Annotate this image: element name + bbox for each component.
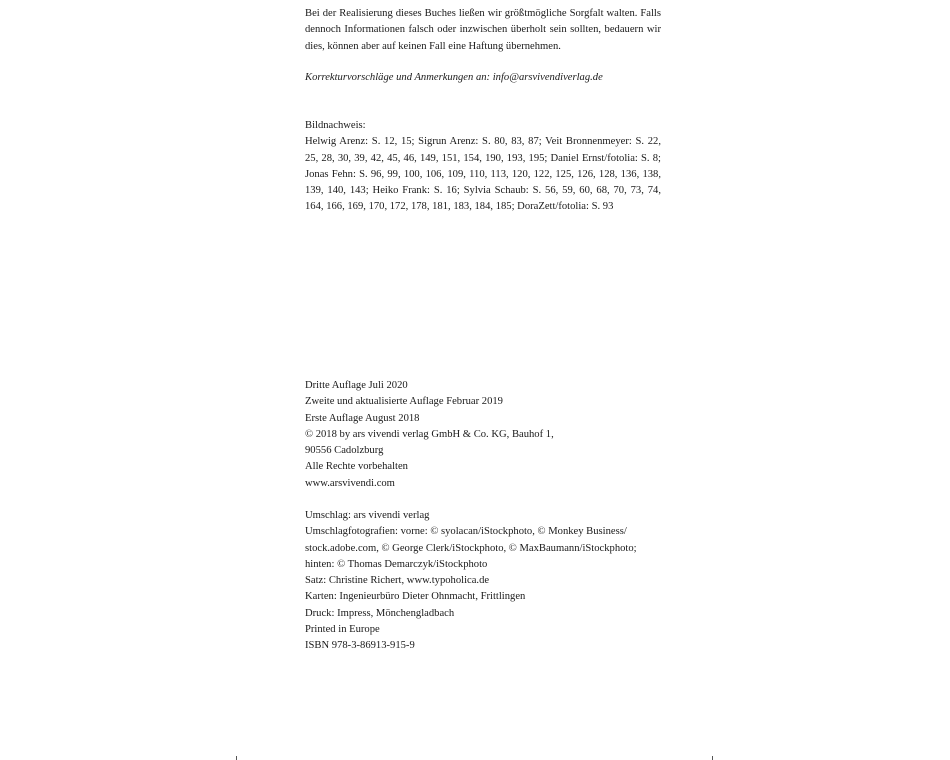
imprint-line: Zweite und aktualisierte Auflage Februar 2019 <box>305 396 503 408</box>
cover-line: stock.adobe.com, © George Clerk/iStockphoto, © MaxBaumann/iStockphoto; <box>305 542 637 554</box>
imprint-line: © 2018 by ars vivendi verlag GmbH & Co. KG, Bauhof 1, <box>305 428 554 440</box>
imprint-line: Alle Rechte vorbehalten <box>305 461 408 473</box>
cover-credits-section <box>305 508 661 655</box>
contact-section <box>305 70 661 86</box>
imprint-line: 90556 Cadolzburg <box>305 445 384 457</box>
disclaimer-section <box>305 6 661 55</box>
crop-mark-right <box>712 756 713 760</box>
image-credits-text: Helwig Arenz: S. 12, 15; Sigrun Arenz: S. 80, 83, 87; Veit Bronnenmeyer: S. 22, 25, 28, 30, 39, 42, 45, 46, 149, 151, 154, 190, 193, 195; Daniel Ernst/fotolia: S. 8; Jonas Fehn: S. 96, 99, 100, 106, 109, 110, 113, 120, 122, 125, 126, 128, 136, 138, 139, 140, 143; Heiko Frank: S. 16; Sylvia Schaub: S. 56, 59, 60, 68, 70, 73, 74, 164, 166, 169, 170, 172, 178, 181, 183, 184, 185; DoraZett/fotolia: S. 93 <box>305 136 661 213</box>
imprint-line: www.arsvivendi.com <box>305 477 395 489</box>
cover-line: Karten: Ingenieurbüro Dieter Ohnmacht, Frittlingen <box>305 591 526 603</box>
cover-line: Umschlag: ars vivendi verlag <box>305 510 430 521</box>
cover-line: ISBN 978-3-86913-915-9 <box>305 640 415 652</box>
cover-line: Druck: Impress, Mönchengladbach <box>305 607 455 619</box>
cover-line: Satz: Christine Richert, www.typoholica.de <box>305 575 490 587</box>
crop-mark-left <box>236 756 237 760</box>
imprint-line: Dritte Auflage Juli 2020 <box>305 380 408 391</box>
imprint-section <box>305 378 661 492</box>
image-credits-section <box>305 118 661 216</box>
cover-line: Umschlagfotografien: vorne: © syolacan/iStockphoto, © Monkey Business/ <box>305 526 627 538</box>
disclaimer-text: Bei der Realisierung dieses Buches ließen wir größtmögliche Sorgfalt walten. Falls dennoch Informationen falsch oder inzwischen überholt sein sollten, bedauern wir dies, können aber auf keinen Fall eine Haftung übernehmen. <box>305 8 661 52</box>
cover-line: Printed in Europe <box>305 624 380 636</box>
cover-line: hinten: © Thomas Demarczyk/iStockphoto <box>305 558 488 570</box>
image-credits-heading: Bildnachweis: <box>305 120 366 131</box>
contact-text: Korrekturvorschläge und Anmerkungen an: info@arsvivendiverlag.de <box>305 72 603 83</box>
imprint-line: Erste Auflage August 2018 <box>305 412 420 424</box>
